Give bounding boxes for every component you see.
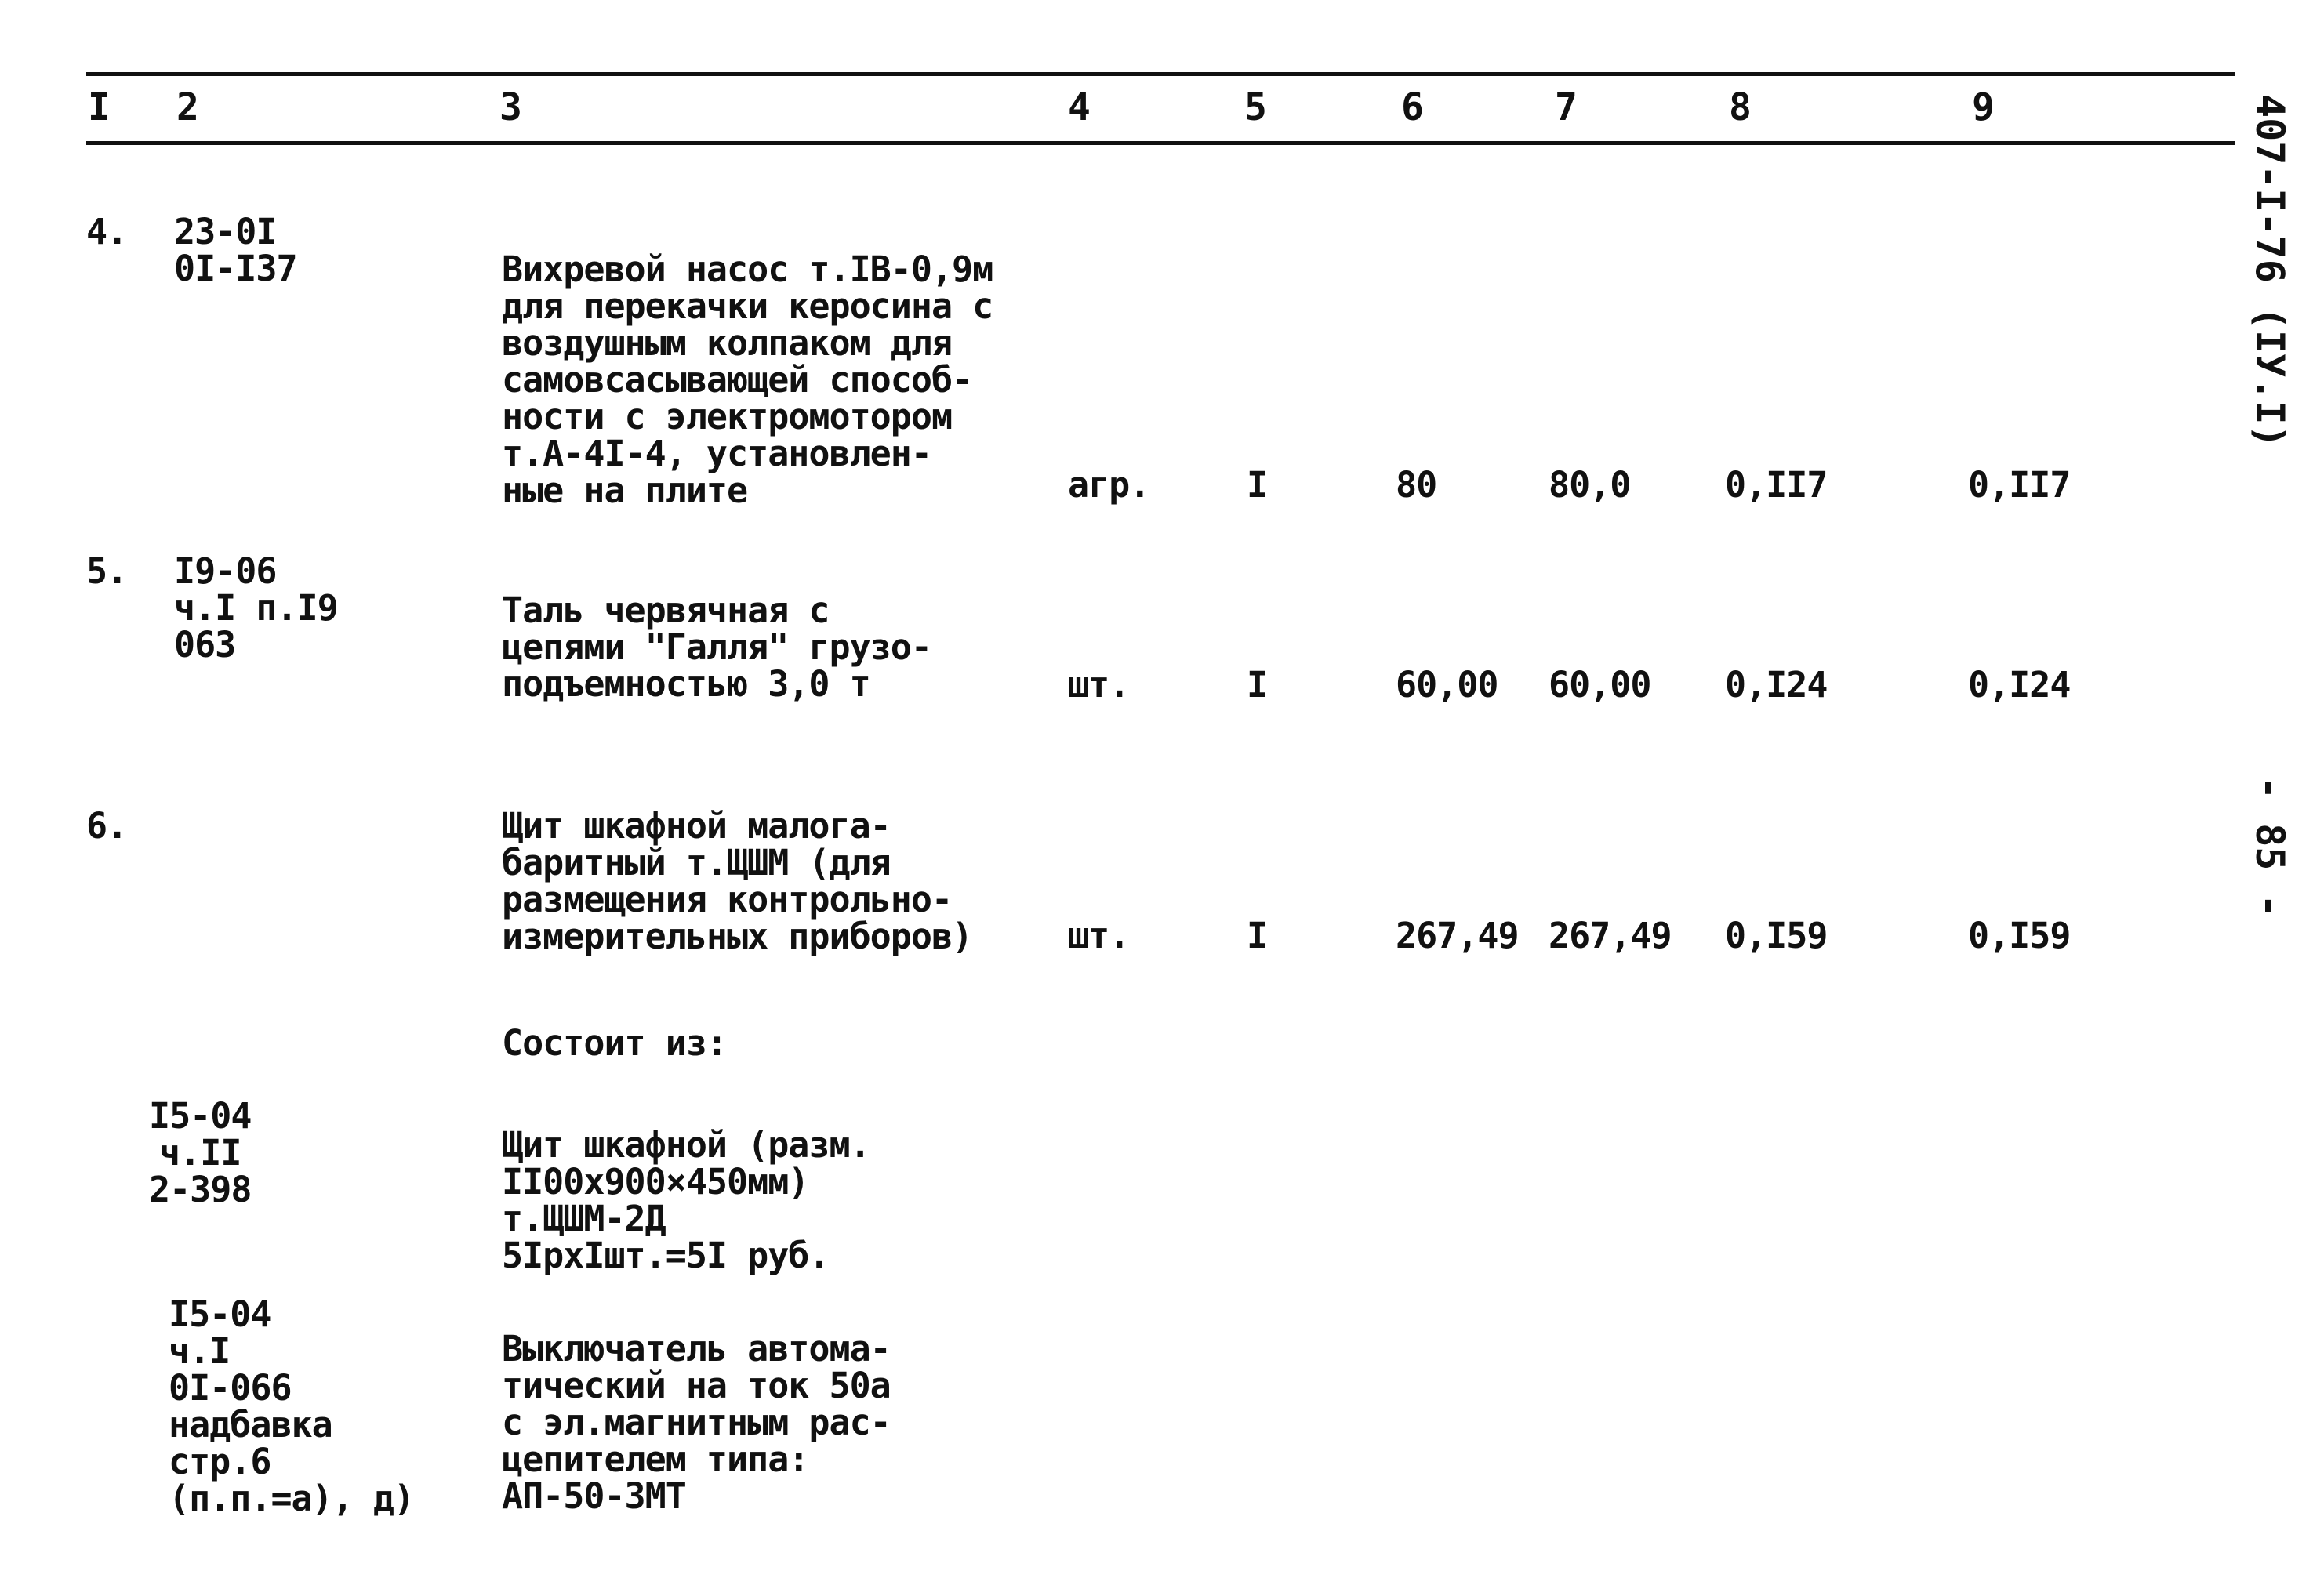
row-weight: 0,I59 <box>1725 915 1828 956</box>
row-price: 60,00 <box>1396 664 1498 706</box>
document-code: 407-I-76 (IУ.I) <box>2247 94 2293 448</box>
row-total: 267,49 <box>1549 915 1672 956</box>
column-header-6: 6 <box>1401 85 1424 129</box>
header-bottom-rule <box>86 141 2235 145</box>
row-unit: шт. <box>1068 915 1130 956</box>
row-price: 267,49 <box>1396 915 1519 956</box>
row-code: I9-06 ч.I п.I9 063 <box>174 550 338 666</box>
header-top-rule <box>86 72 2235 76</box>
column-header-4: 4 <box>1068 85 1091 129</box>
subitem-description: Выключатель автома- тический на ток 50а с эл.магнитным рас- цепителем типа: АП-50-3МТ <box>502 1328 891 1517</box>
column-header-3: 3 <box>499 85 522 129</box>
row-number: 4. <box>86 211 128 252</box>
row-weight: 0,I24 <box>1725 664 1828 706</box>
row-qty: I <box>1247 915 1268 956</box>
column-header-7: 7 <box>1555 85 1578 129</box>
page-number: - 85 - <box>2247 776 2293 918</box>
row-code: 23-0I 0I-I37 <box>174 211 297 289</box>
row-qty: I <box>1247 664 1268 706</box>
row-number: 5. <box>86 550 128 592</box>
row-description: Щит шкафной малога- баритный т.ЩШМ (для размещения контрольно- измерительных приборов) <box>502 805 973 957</box>
subitem-description: Щит шкафной (разм. II00х900×450мм) т.ЩШМ-2Д 5IрхIшт.=5I руб. <box>502 1124 870 1276</box>
row-weight: 0,II7 <box>1725 464 1828 506</box>
row-total-weight: 0,II7 <box>1968 464 2071 506</box>
row-total: 80,0 <box>1549 464 1631 506</box>
row-description: Вихревой насос т.IВ-0,9м для перекачки керосина с воздушным колпаком для самовсасывающей способ- ности с электромотором т.А-4I-4, установлен- ные на плите <box>502 248 993 511</box>
row-total: 60,00 <box>1549 664 1651 706</box>
row-number: 6. <box>86 805 128 847</box>
consists-of-label: Состоит из: <box>502 1022 728 1064</box>
subitem-code: I5-04 ч.I 0I-066 надбавка стр.6 (п.п.=а), д) <box>169 1293 415 1519</box>
row-qty: I <box>1247 464 1268 506</box>
row-price: 80 <box>1396 464 1437 506</box>
column-header-5: 5 <box>1244 85 1267 129</box>
row-unit: шт. <box>1068 664 1130 706</box>
column-header-2: 2 <box>176 85 199 129</box>
column-header-8: 8 <box>1729 85 1752 129</box>
row-total-weight: 0,I24 <box>1968 664 2071 706</box>
row-description: Таль червячная с цепями "Галля" грузо- подъемностью 3,0 т <box>502 589 931 705</box>
column-header-9: 9 <box>1972 85 1995 129</box>
subitem-code: I5-04 ч.II 2-398 <box>149 1095 252 1210</box>
column-header-1: I <box>88 85 111 129</box>
row-unit: агр. <box>1068 464 1150 506</box>
row-total-weight: 0,I59 <box>1968 915 2071 956</box>
